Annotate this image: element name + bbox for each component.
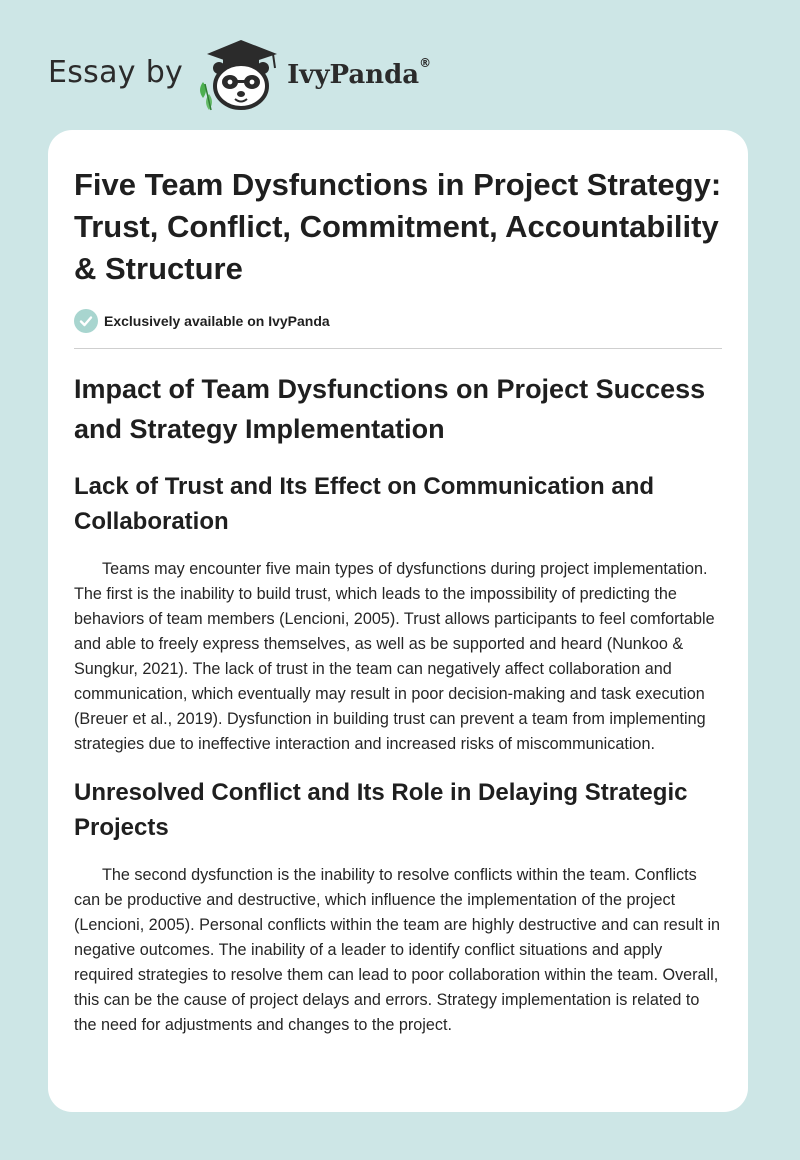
exclusive-badge	[74, 308, 722, 334]
paragraph-conflict: The second dysfunction is the inability to resolve conflicts within the team. Conflicts can be productive and destructive, which influence the implementation of the project (Lencioni, 2005). Personal conflicts within the team are highly destructive and can result in negative outcomes. The inability of a leader to identify conflict situations and apply required strategies to resolve them can lead to poor collaboration within the team. Overall, this can be the cause of project delays and errors. Strategy implementation is related to the need for adjustments and changes to the project.	[74, 866, 721, 1034]
title-divider	[74, 348, 722, 349]
section-heading: Impact of Team Dysfunctions on Project Success and Strategy Implementation	[74, 374, 706, 444]
brand-header	[48, 34, 431, 114]
page-title: Five Team Dysfunctions in Project Strategy: Trust, Conflict, Commitment, Accountability & Structure	[74, 167, 722, 286]
exclusive-label: Exclusively available on IvyPanda	[104, 313, 330, 329]
ivypanda-logo-icon[interactable]	[195, 34, 285, 114]
checkmark-icon	[74, 309, 98, 333]
registered-mark: ®	[419, 56, 432, 70]
brand-name[interactable]: IvyPanda®	[287, 56, 432, 90]
subsection-heading-conflict: Unresolved Conflict and Its Role in Delaying Strategic Projects	[74, 779, 688, 841]
subsection-heading-trust: Lack of Trust and Its Effect on Communication and Collaboration	[74, 473, 655, 535]
brand-prefix: Essay by	[48, 54, 184, 90]
essay-card	[48, 130, 748, 1112]
paragraph-trust: Teams may encounter five main types of dysfunctions during project implementation. The first is the inability to build trust, which leads to the impossibility of predicting the behaviors of team members (Lencioni, 2005). Trust allows participants to feel comfortable and able to freely express themselves, as well as be supported and heard (Nunkoo & Sungkur, 2021). The lack of trust in the team can negatively affect collaboration and communication, which eventually may result in poor decision-making and task execution (Breuer et al., 2019). Dysfunction in building trust can prevent a team from implementing strategies due to ineffective interaction and increased risks of miscommunication.	[74, 560, 715, 753]
